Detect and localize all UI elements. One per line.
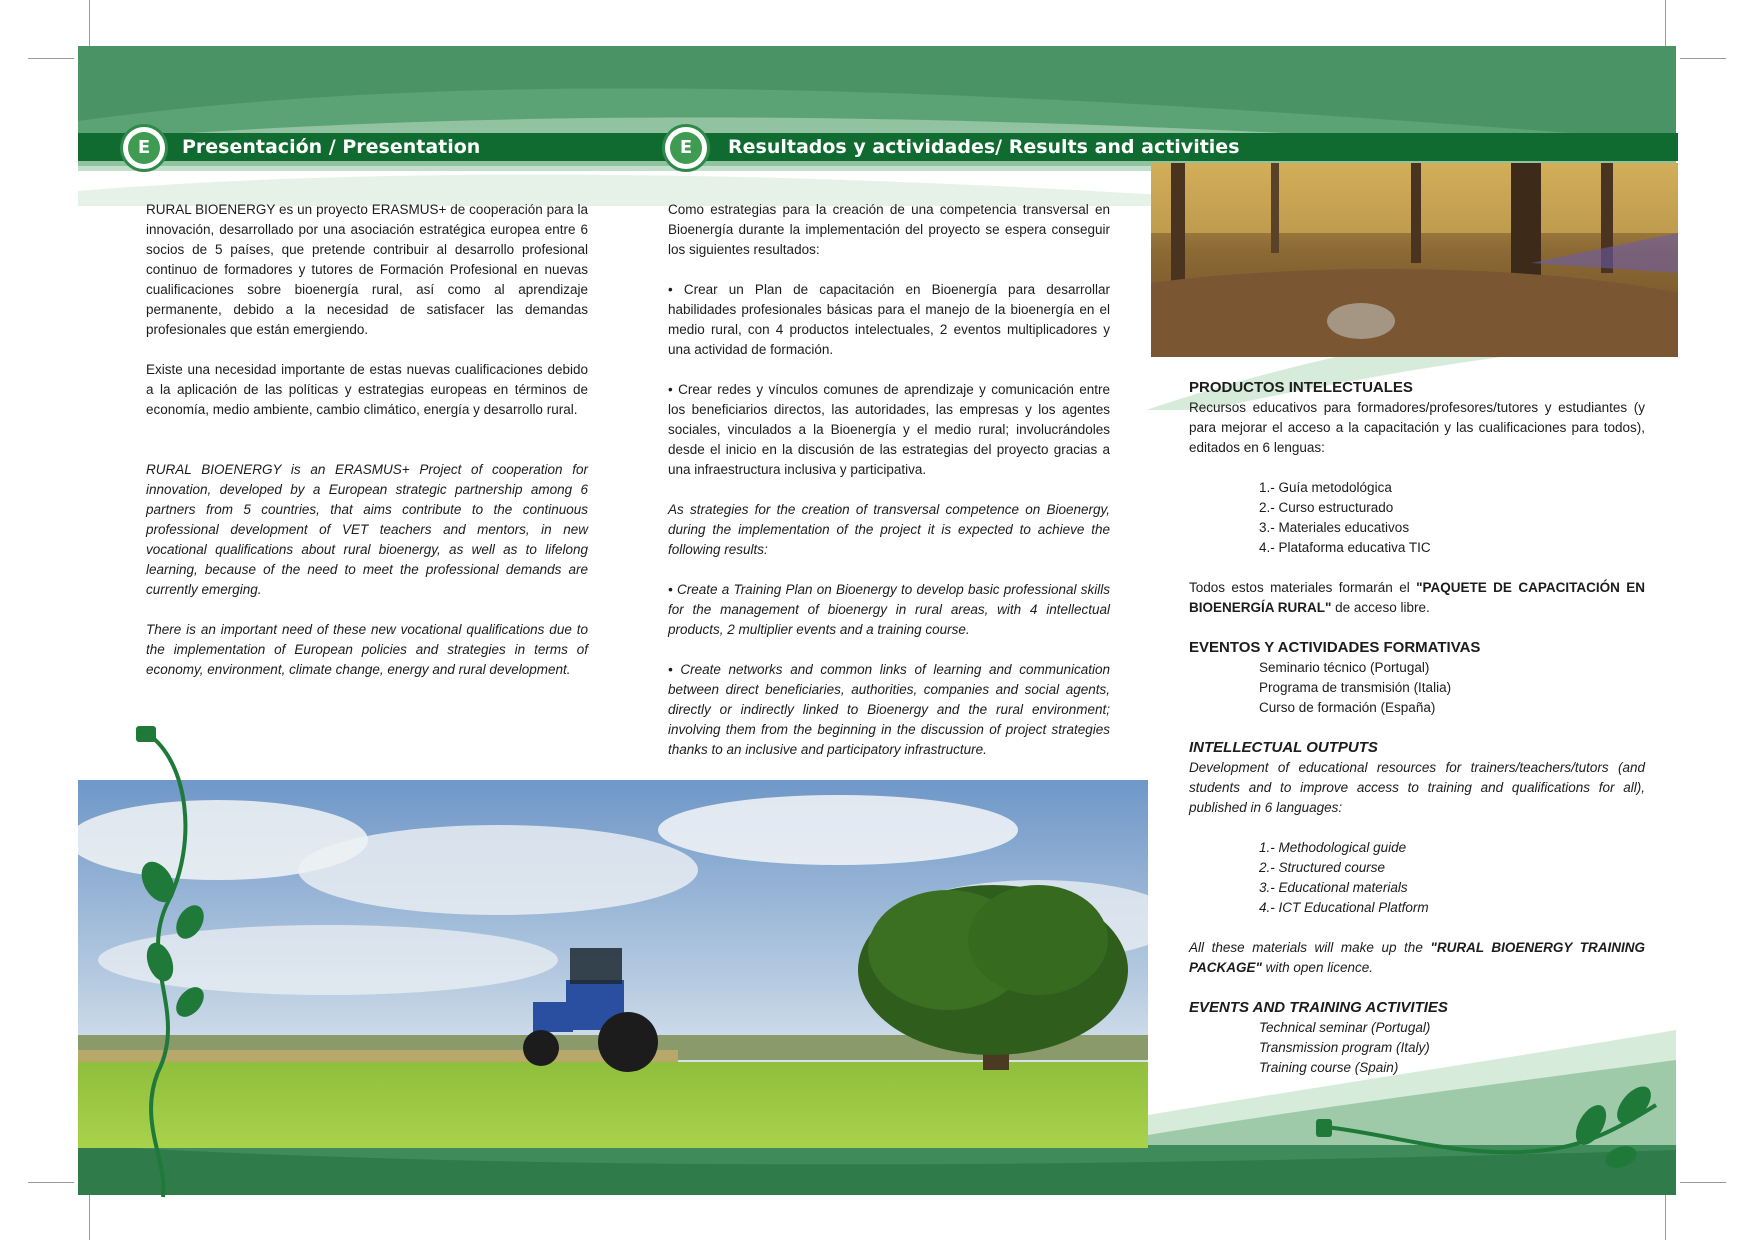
results-en-intro: As strategies for the creation of transversal competence on Bioenergy, during the implementation of the project it is expected to achieve the following results: xyxy=(668,502,1110,557)
pi-item: 3.- Materiales educativos xyxy=(1259,520,1410,535)
results-logo xyxy=(662,124,710,172)
results-en-bullet-2: • Create networks and common links of learning and communication between direct beneficiaries, authorities, companies and social agents, directly or indirectly linked to Bioenergy and the rural environment; involving them from the beginning in the discussion of project strategies thanks to an inclusive and participatory infrastructure. xyxy=(668,662,1110,757)
pi-heading: PRODUCTOS INTELECTUALES xyxy=(1189,379,1413,396)
pi-item: 1.- Guía metodológica xyxy=(1259,480,1392,495)
io-item: 2.- Structured course xyxy=(1259,860,1386,875)
io-item: 3.- Educational materials xyxy=(1259,880,1408,895)
ev-item: Programa de transmisión (Italia) xyxy=(1259,680,1452,695)
presentation-text xyxy=(146,200,588,700)
bioenergy-logo-icon: E xyxy=(128,132,160,164)
io-package-pre: All these materials will make up the xyxy=(1189,940,1431,955)
presentation-es-paragraph-2: Existe una necesidad importante de estas nuevas cualificaciones debido a la aplicación de las políticas y estrategias europeas en términos de economía, medio ambiente, cambio climático, energía y desarrollo rural. xyxy=(146,362,588,417)
right-column xyxy=(1189,378,1645,1078)
io-package-post: with open licence. xyxy=(1261,960,1373,975)
et-item: Technical seminar (Portugal) xyxy=(1259,1020,1431,1035)
presentation-en-paragraph-1: RURAL BIOENERGY is an ERASMUS+ Project of cooperation for innovation, developed by a European strategic partnership among 6 partners from 5 countries, that aims contribute to the continuous professional development of VET teachers and mentors, in new vocational qualifications about rural bioenergy, as well as to lifelong learning, because of the need to meet the professional demands are currently emerging. xyxy=(146,462,588,597)
pi-text: Recursos educativos para formadores/profesores/tutores y estudiantes (y para mejorar el acceso a la capacitación y las cualificaciones para todos), editados en 6 lenguas: xyxy=(1189,400,1645,455)
pi-package-post: de acceso libre. xyxy=(1331,600,1430,615)
presentation-title: Presentación / Presentation xyxy=(182,136,481,158)
io-item: 1.- Methodological guide xyxy=(1259,840,1407,855)
bioenergy-logo-icon: E xyxy=(670,132,702,164)
results-es-intro: Como estrategias para la creación de una competencia transversal en Bioenergía durante la implementación del proyecto se espera conseguir los siguientes resultados: xyxy=(668,202,1110,257)
io-item: 4.- ICT Educational Platform xyxy=(1259,900,1429,915)
pi-item: 4.- Plataforma educativa TIC xyxy=(1259,540,1431,555)
ev-heading: EVENTOS Y ACTIVIDADES FORMATIVAS xyxy=(1189,639,1481,656)
io-package-name: "RURAL BIOENERGY TRAINING PACKAGE" xyxy=(1189,940,1646,975)
presentation-es-paragraph-1: RURAL BIOENERGY es un proyecto ERASMUS+ de cooperación para la innovación, desarrollado por una asociación estratégica europea entre 6 socios de 5 países, que pretende contribuir al desarrollo profesional continuo de formadores y tutores de Formación Profesional en nuevas cualificaciones sobre bioenergía rural, así como al aprendizaje permanente, debido a la necesidad de satisfacer las demandas profesionales que están emergiendo. xyxy=(146,202,588,337)
io-heading: INTELLECTUAL OUTPUTS xyxy=(1189,739,1378,756)
results-text xyxy=(668,200,1110,780)
tractor-landscape-photo xyxy=(78,780,1148,1148)
presentation-logo xyxy=(120,124,168,172)
vine-plug-decoration-right xyxy=(1316,1075,1676,1175)
io-package-text xyxy=(1189,938,1645,978)
io-text: Development of educational resources for trainers/teachers/tutors (and students and to improve access to training and qualifications for all), published in 6 languages: xyxy=(1189,760,1645,815)
et-item: Transmission program (Italy) xyxy=(1259,1040,1430,1055)
results-es-bullet-2: • Crear redes y vínculos comunes de aprendizaje y comunicación entre los beneficiarios directos, las autoridades, las empresas y los agentes sociales, vinculados a la Bioenergía y el medio rural; involucrándoles desde el inicio en la discusión de las estrategias del proyecto gracias a una infraestructura inclusiva y participativa. xyxy=(668,382,1110,477)
forest-photo xyxy=(1151,163,1678,357)
vine-plug-decoration-left xyxy=(118,722,208,1202)
pi-package-pre: Todos estos materiales formarán el xyxy=(1189,580,1417,595)
et-heading: EVENTS AND TRAINING ACTIVITIES xyxy=(1189,999,1448,1016)
ev-item: Seminario técnico (Portugal) xyxy=(1259,660,1430,675)
results-en-bullet-1: • Create a Training Plan on Bioenergy to develop basic professional skills for the management of bioenergy in rural areas, with 4 intellectual products, 2 multiplier events and a training course. xyxy=(668,582,1110,637)
results-es-bullet-1: • Crear un Plan de capacitación en Bioenergía para desarrollar habilidades profesionales básicas para el manejo de la bioenergía en el medio rural, con 4 productos intelectuales, 2 eventos multiplicadores y una actividad de formación. xyxy=(668,282,1110,357)
results-title: Resultados y actividades/ Results and activities xyxy=(728,136,1240,158)
presentation-en-paragraph-2: There is an important need of these new vocational qualifications due to the implementation of European policies and strategies in terms of economy, environment, climate change, energy and rural development. xyxy=(146,622,588,677)
pi-item: 2.- Curso estructurado xyxy=(1259,500,1394,515)
pi-package-text xyxy=(1189,578,1645,618)
pi-package-name: "PAQUETE DE CAPACITACIÓN EN BIOENERGÍA RURAL" xyxy=(1189,580,1645,615)
ev-item: Curso de formación (España) xyxy=(1259,700,1436,715)
et-item: Training course (Spain) xyxy=(1259,1060,1399,1075)
